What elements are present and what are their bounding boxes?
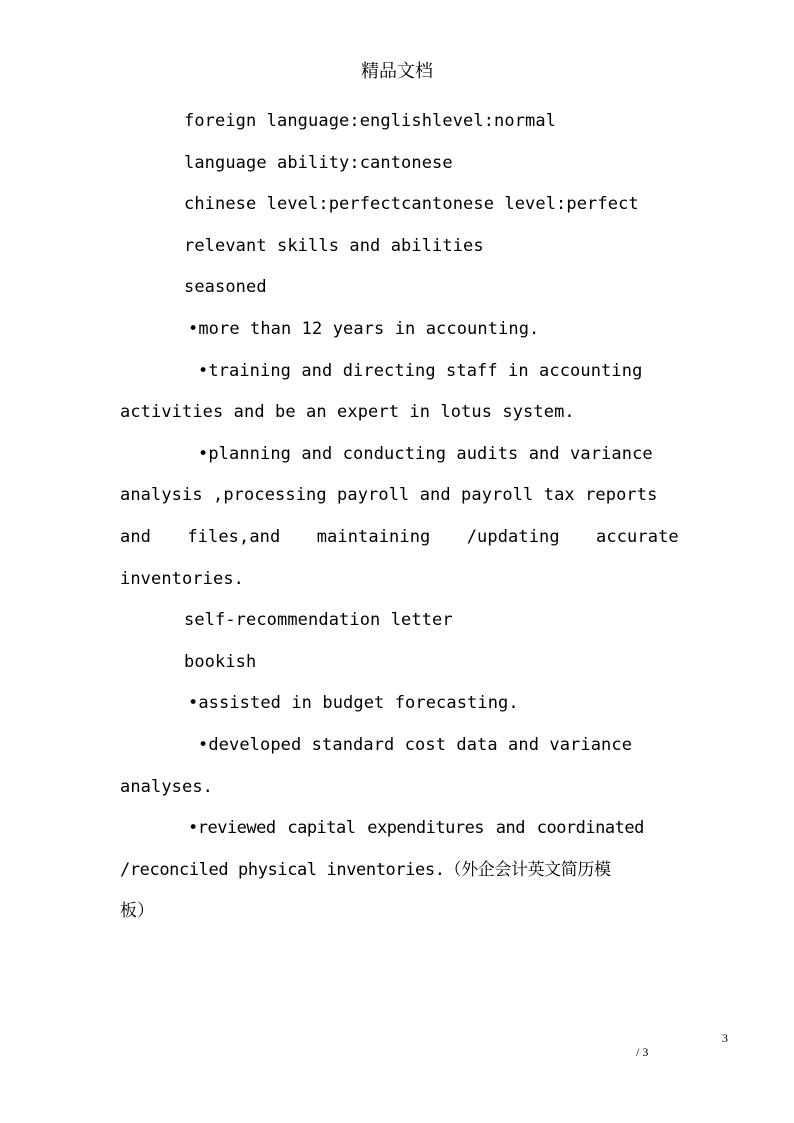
text-line-language-ability: language ability:cantonese <box>184 152 453 173</box>
bullet-capital-expenditures: •reviewed capital expenditures and coordinated <box>188 818 644 839</box>
section-heading-skills: relevant skills and abilities <box>184 235 484 256</box>
text-line-lotus-system: activities and be an expert in lotus system. <box>120 402 575 423</box>
bullet-training-staff: •training and directing staff in accounting <box>198 360 643 381</box>
section-heading-bookish: bookish <box>184 651 257 672</box>
text-line-analyses: analyses. <box>120 776 214 797</box>
text-line-foreign-language: foreign language:englishlevel:normal <box>184 111 557 131</box>
text-line-chinese-level: chinese level:perfectcantonese level:perfect <box>184 194 639 215</box>
page-number: 3 <box>722 1031 728 1045</box>
section-heading-seasoned: seasoned <box>184 277 267 298</box>
section-heading-self-recommendation: self-recommendation letter <box>184 610 453 631</box>
text-line-inventories: inventories. <box>120 568 245 589</box>
bullet-standard-cost: •developed standard cost data and variance <box>198 734 633 755</box>
text-line-maintaining-files: and files,and maintaining /updating accurate <box>120 526 679 547</box>
bullet-experience-years: •more than 12 years in accounting. <box>188 318 540 339</box>
bullet-budget-forecasting: •assisted in budget forecasting. <box>188 693 519 714</box>
text-line-payroll: analysis ,processing payroll and payroll tax reports <box>120 485 658 506</box>
page-total: / 3 <box>636 1045 649 1059</box>
text-line-template-closing: 板） <box>120 901 155 922</box>
bullet-audits-variance: •planning and conducting audits and variance <box>198 443 653 464</box>
resume-body <box>120 101 679 933</box>
page-header-title: 精品文档 <box>361 61 433 82</box>
text-line-reconciled-inventories: /reconciled physical inventories.（外企会计英文简历模 <box>120 859 611 880</box>
